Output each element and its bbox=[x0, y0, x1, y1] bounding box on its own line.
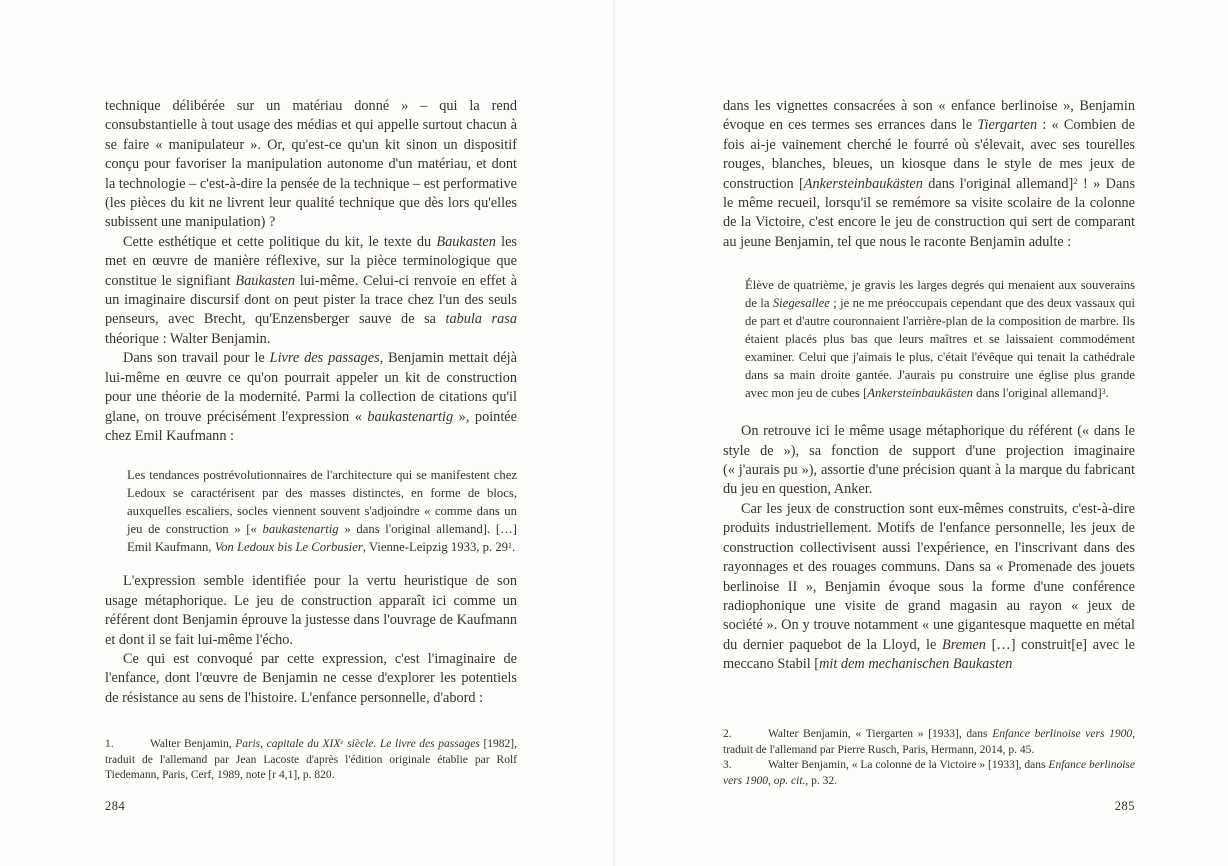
paragraph bbox=[723, 97, 1135, 252]
text-segment: Walter Benjamin, « Tiergarten » [1933], dans bbox=[768, 728, 993, 740]
page-number-right: 285 bbox=[1114, 799, 1135, 813]
text-segment: dans l'original allemand] bbox=[972, 386, 1102, 401]
block-quote bbox=[723, 276, 1135, 402]
text-segment: : « Combien de fois ai-je vainement cherché le fourré où s'élevait, avec ses tourelles rouges, blanches, bleues, un kiosque dans le style de mes jeux de construction [ bbox=[723, 117, 1135, 192]
text-segment: Dans son travail pour le bbox=[123, 350, 270, 367]
page-right-footnotes bbox=[723, 727, 1135, 789]
text-segment: Walter Benjamin, « La colonne de la Victoire » [1933], dans bbox=[768, 759, 1049, 771]
text-segment: lui-même. Celui-ci renvoie en effet à un imaginaire discursif dont on peut pister la trace chez l'un des seuls penseurs, avec Brecht, qu'Enzensberger sauve de sa bbox=[105, 272, 517, 328]
italic-text: Paris, capitale du XIX bbox=[235, 738, 341, 750]
italic-text: Livre des passages bbox=[269, 350, 380, 367]
italic-text: Ankersteinbaukästen bbox=[803, 175, 923, 192]
footnote-reference: 2 bbox=[1073, 175, 1078, 186]
text-segment: , bbox=[768, 774, 774, 787]
text-segment: ; je ne me préoccupais cependant que des deux vassaux qui de part et d'autre couronnaient l'arrière-plan de la composition de marbre. Ils étaient placés plus bas que leurs maîtres et se laissaient commodément examiner. Celui que j'aimais le plus, c'était l'évêque qui tenait la cathédrale dans sa main droite gantée. J'aurais pu construire une église plus grande avec mon jeu de cubes [ bbox=[745, 296, 1135, 401]
italic-text: Enfance berlinoise vers 1900 bbox=[723, 759, 1135, 787]
text-segment: [1982], traduit de l'allemand par Jean Lacoste d'après l'édition originale établie par Rolf Tiedemann, Paris, Cerf, 1989, note [r 4,1], p. 820. bbox=[105, 738, 517, 781]
paragraph bbox=[105, 97, 517, 233]
text-segment: », pointée chez Emil Kaufmann : bbox=[105, 408, 517, 444]
text-segment: , Vienne-Leipzig 1933, p. 29 bbox=[362, 540, 509, 555]
text-segment: , Benjamin mettait déjà lui-même en œuvre ce qu'on pourrait appeler un kit de construction pour une théorie de la modernité. Parmi la collection de citations qu'il glane, on trouve précisément l'expression « bbox=[105, 350, 517, 425]
italic-text: baukastenartig bbox=[367, 408, 454, 425]
italic-text: Enfance berlinoise vers 1900 bbox=[992, 728, 1133, 740]
page-right-body bbox=[723, 97, 1135, 675]
text-segment: . bbox=[1105, 386, 1109, 401]
italic-text: Tiergarten bbox=[977, 117, 1038, 134]
text-segment: On retrouve ici le même usage métaphorique du référent (« dans le style de »), sa fonction de support d'une projection imaginaire (« j'aurais pu »), assortie d'une précision quant à la marque du fabricant du jeu en question, Anker. bbox=[723, 423, 1135, 498]
italic-text: tabula rasa bbox=[445, 311, 517, 328]
page-left-footnotes bbox=[105, 737, 517, 784]
text-segment: technique délibérée sur un matériau donné » – qui la rend consubstantielle à tout usage des médias et qui appelle surtout chacun à se faire « manipulateur ». Or, qu'est-ce qu'un kit sinon un dispositif conçu pour favoriser la manipulation autonome d'un matériau, et dont la technologie – c'est-à-dire la pensée de la technique – est performative (les pièces du kit ne livrent leur qualité technique que dès lors qu'elles subissent une manipulation) ? bbox=[105, 98, 517, 231]
footnote-reference: e bbox=[340, 737, 344, 746]
text-segment: dans l'original allemand] bbox=[922, 175, 1074, 192]
footnote bbox=[105, 737, 517, 784]
footnote bbox=[723, 758, 1135, 789]
footnote-reference: 1 bbox=[508, 540, 512, 550]
text-segment: Car les jeux de construction sont eux-mêmes construits, c'est-à-dire produits industriellement. Motifs de l'enfance personnelle, les jeux de construction collectivisent aussi l'expérience, en l'inscrivant dans des rayonnages et des rouages communs. Dans sa « Promenade des jouets berlinoise II », Benjamin évoque sous la forme d'une conférence radiophonique une visite de grand magasin au rayon « jeux de société ». On y trouve notamment « une gigantesque maquette en métal du dernier paquebot de la Lloyd, le bbox=[723, 500, 1135, 653]
italic-text: op. cit. bbox=[773, 774, 806, 787]
paragraph bbox=[105, 349, 517, 446]
text-segment: , traduit de l'allemand par Pierre Rusch, Paris, Hermann, 2014, p. 45. bbox=[723, 728, 1135, 756]
text-segment: , p. 32. bbox=[805, 774, 838, 787]
italic-text: baukastenartig bbox=[262, 522, 339, 537]
italic-text: Baukasten bbox=[235, 272, 295, 289]
page-number-left: 284 bbox=[105, 799, 126, 813]
text-segment: dans les vignettes consacrées à son « enfance berlinoise », Benjamin évoque en ces termes ses errances dans le bbox=[723, 98, 1135, 134]
footnote-number: 1. bbox=[105, 738, 114, 750]
text-segment: Walter Benjamin, bbox=[150, 738, 236, 750]
italic-text: Siegesallee bbox=[772, 296, 830, 311]
italic-text: Von Ledoux bis Le Corbusier bbox=[214, 540, 363, 555]
block-quote bbox=[105, 466, 517, 556]
text-segment: » dans l'original allemand]. […] Emil Kaufmann, bbox=[127, 522, 517, 555]
paragraph bbox=[105, 233, 517, 349]
text-segment: Cette esthétique et cette politique du kit, le texte du bbox=[123, 233, 437, 250]
paragraph bbox=[105, 572, 517, 650]
text-segment: les met en œuvre de manière réflexive, sur la pièce terminologique que constitue le signifiant bbox=[105, 233, 517, 289]
page-left-body bbox=[105, 97, 517, 708]
text-segment: ! » Dans le même recueil, lorsqu'il se remémore sa visite scolaire de la colonne de la Victoire, c'est encore le jeu de construction qui sert de comparant au jeune Benjamin, tel que nous le raconte Benjamin adulte : bbox=[723, 175, 1136, 250]
footnote bbox=[723, 727, 1135, 758]
page-gutter-divider bbox=[613, 0, 615, 866]
italic-text: Baukasten bbox=[436, 233, 496, 250]
footnote-reference: 3 bbox=[1101, 386, 1106, 396]
footnote-number: 2. bbox=[723, 728, 732, 740]
text-segment: théorique : Walter Benjamin. bbox=[105, 330, 271, 347]
text-segment: L'expression semble identifiée pour la vertu heuristique de son usage métaphorique. Le jeu de construction apparaît ici comme un référent dont Benjamin éprouve la justesse dans l'ouvrage de Kaufmann et dont il se fait lui-même l'écho. bbox=[105, 573, 517, 648]
text-segment: […] construit[e] avec le meccano Stabil [ bbox=[723, 636, 1135, 673]
footnote-number: 3. bbox=[723, 759, 732, 771]
paragraph bbox=[723, 422, 1135, 500]
paragraph bbox=[105, 650, 517, 708]
text-segment: . bbox=[511, 540, 516, 555]
italic-text: siècle. Le livre des passages bbox=[343, 738, 480, 750]
italic-text: mit dem mechanischen Baukasten bbox=[819, 656, 1013, 673]
text-segment: Les tendances postrévolutionnaires de l'architecture qui se manifestent chez Ledoux se caractérisent par des masses distinctes, en forme de blocs, auxquelles escaliers, socles viennent souvent s'adjoindre « comme dans un jeu de construction » [« bbox=[127, 468, 517, 537]
text-segment: Ce qui est convoqué par cette expression, c'est l'imaginaire de l'enfance, dont l'œuvre de Benjamin ne cesse d'explorer les potentiels de résistance au sens de l'histoire. L'enfance personnelle, d'abord : bbox=[105, 650, 517, 706]
italic-text: Bremen bbox=[942, 636, 986, 653]
text-segment: Élève de quatrième, je gravis les larges degrés qui menaient aux souverains de la bbox=[745, 278, 1135, 311]
paragraph bbox=[723, 500, 1135, 675]
italic-text: Ankersteinbaukästen bbox=[867, 386, 973, 401]
